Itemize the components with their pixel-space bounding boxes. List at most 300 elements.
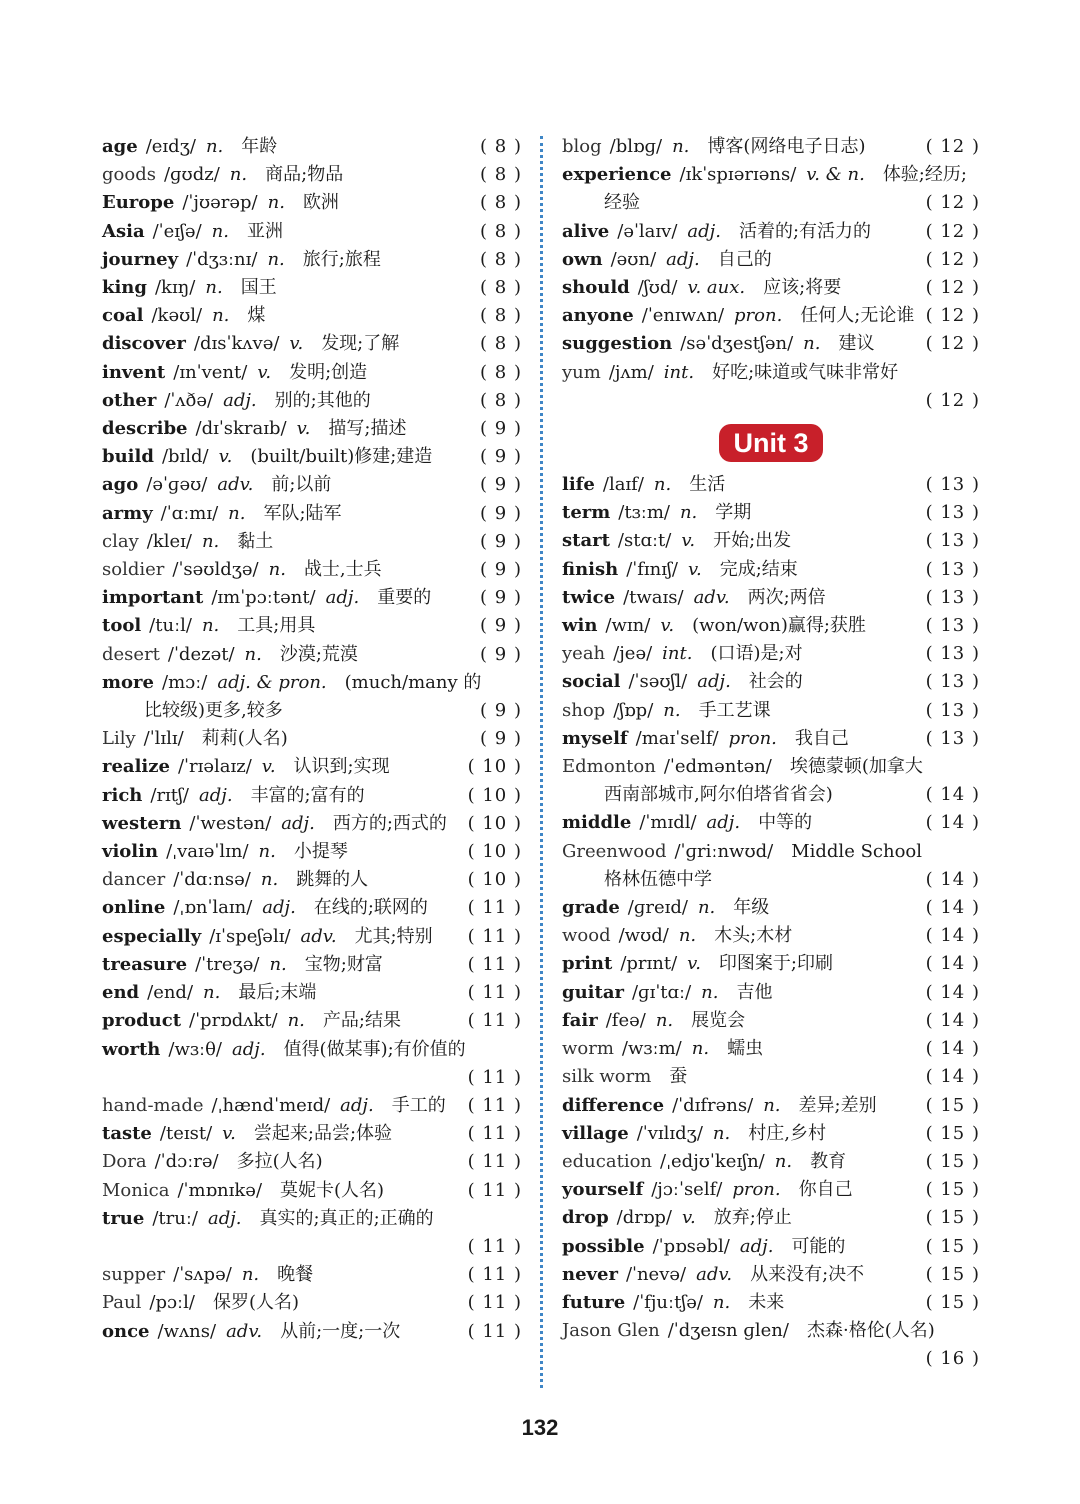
unit3-entries [562, 471, 980, 1374]
vocab-phonetic: /ˈdɪfrəns/ [672, 1094, 754, 1116]
vocab-part-of-speech: adj. [262, 897, 296, 919]
vocab-meaning: 吉他 [736, 981, 773, 1003]
vocab-entry [562, 246, 980, 274]
vocab-phonetic: /dɪˈskraɪb/ [195, 418, 287, 440]
vocab-meaning: 蚕 [669, 1066, 688, 1088]
vocab-phonetic: /ɪkˈspɪərɪəns/ [679, 164, 797, 186]
vocab-part-of-speech: adv. [693, 586, 730, 608]
vocab-word: life [562, 474, 595, 496]
vocab-phonetic: /bɪld/ [161, 446, 209, 468]
vocab-entry [102, 866, 522, 894]
vocab-phonetic: /ˈnevə/ [625, 1263, 687, 1285]
vocab-part-of-speech: pron. [732, 1179, 781, 1201]
vocab-part-of-speech: adj. [325, 587, 360, 609]
vocab-meaning: 好吃;味道或气味非常好 [712, 361, 899, 383]
vocab-page-ref: ( 8 ) [480, 333, 522, 355]
vocab-entry [562, 1007, 980, 1035]
vocab-entry [562, 753, 980, 809]
vocab-word: finish [562, 558, 619, 580]
vocab-meaning: 晚餐 [277, 1264, 314, 1286]
vocab-entry [102, 584, 522, 612]
vocab-page-ref: ( 9 ) [480, 559, 522, 581]
vocab-word: true [102, 1207, 145, 1229]
vocab-phonetic: /jɔːˈself/ [651, 1179, 723, 1201]
vocab-page-ref: ( 14 ) [925, 897, 980, 919]
vocab-word: Jason Glen [562, 1320, 660, 1342]
vocab-page-ref: ( 14 ) [925, 1066, 980, 1088]
vocab-phonetic: /ɡɪˈtɑː/ [631, 981, 692, 1003]
vocab-entry [102, 979, 522, 1007]
vocab-meaning: 黏土 [237, 530, 274, 552]
vocab-phonetic: /ˈedməntən/ [663, 756, 772, 778]
vocab-page-ref: ( 9 ) [480, 446, 522, 468]
vocab-meaning: 在线的;联网的 [313, 897, 428, 919]
vocab-part-of-speech: v. [261, 756, 276, 778]
vocab-page-ref: ( 13 ) [925, 699, 980, 721]
vocab-entry [102, 641, 522, 669]
vocab-part-of-speech: n. [260, 869, 279, 891]
vocab-phonetic: /ˈʌðə/ [164, 389, 214, 411]
vocab-page-ref: ( 11 ) [467, 1264, 522, 1286]
vocab-part-of-speech: v. [687, 558, 702, 580]
vocab-meaning: 年龄 [241, 136, 278, 157]
vocab-phonetic: /end/ [147, 982, 194, 1004]
vocab-meaning: 开始;出发 [713, 530, 792, 552]
vocab-page-ref: ( 9 ) [480, 728, 522, 750]
vocab-phonetic: /ˈmɒnɪkə/ [177, 1179, 263, 1201]
vocab-entry [102, 302, 522, 330]
vocab-entry [562, 1289, 980, 1317]
vocab-word: important [102, 587, 204, 609]
vocab-page-ref: ( 11 ) [467, 925, 522, 947]
vocab-page-ref: ( 12 ) [925, 192, 980, 214]
vocab-word: more [102, 671, 154, 693]
vocab-entry [562, 612, 980, 640]
vocab-entry [102, 528, 522, 556]
vocab-meaning: 工具;用具 [237, 615, 316, 637]
vocab-part-of-speech: n. [201, 530, 220, 552]
vocab-word: yeah [562, 643, 606, 665]
vocab-word: win [562, 615, 598, 637]
vocab-page-ref: ( 8 ) [480, 277, 522, 299]
vocab-entry [562, 1204, 980, 1232]
vocab-meaning: 亚洲 [246, 220, 283, 242]
vocab-meaning: 应该;将要 [763, 277, 842, 299]
vocab-part-of-speech: n. [203, 982, 221, 1004]
vocab-word: Asia [102, 220, 145, 242]
vocab-entry [102, 133, 522, 161]
vocab-phonetic: /jʌm/ [608, 361, 654, 383]
vocab-phonetic: /ˌɒnˈlaɪn/ [173, 897, 253, 919]
vocab-meaning: 商品;物品 [265, 164, 344, 186]
vocab-meaning: 莉莉(人名) [201, 728, 288, 750]
vocab-word: Europe [102, 192, 175, 214]
vocab-entry [102, 556, 522, 584]
vocab-meaning: 描写;描述 [328, 418, 407, 440]
vocab-part-of-speech: adv. [226, 1320, 263, 1342]
vocab-word: grade [562, 897, 620, 919]
vocab-phonetic: /ˈfɪnɪʃ/ [626, 558, 678, 580]
vocab-word: invent [102, 361, 166, 383]
vocab-phonetic: /ˈjʊərəp/ [182, 192, 258, 214]
vocab-part-of-speech: n. [663, 699, 681, 721]
vocab-phonetic: /blɒɡ/ [609, 136, 663, 157]
vocab-entry [102, 330, 522, 358]
vocab-phonetic: /mɔː/ [162, 671, 208, 693]
vocab-word: hand-made [102, 1094, 204, 1116]
vocab-meaning: 木头;木材 [714, 925, 793, 947]
vocab-page-ref: ( 12 ) [925, 220, 980, 242]
vocab-word: clay [102, 530, 139, 552]
vocab-entry [102, 387, 522, 415]
vocab-word: especially [102, 925, 202, 947]
vocab-entry [562, 894, 980, 922]
vocab-phonetic: /ɪˈspeʃəlɪ/ [209, 925, 291, 947]
vocab-page-ref: ( 13 ) [925, 474, 980, 496]
vocab-phonetic: /wɜːθ/ [168, 1038, 222, 1060]
vocab-part-of-speech: n. [241, 1264, 260, 1286]
vocab-entry [562, 1317, 980, 1373]
vocab-part-of-speech: adj. [281, 812, 315, 834]
vocab-entry [562, 330, 980, 358]
vocab-part-of-speech: int. [663, 361, 695, 383]
vocab-meaning-continued: 比较级)更多,较多 [144, 700, 283, 722]
vocab-entry [562, 218, 980, 246]
vocab-entry [562, 161, 980, 217]
vocab-part-of-speech: adj. [340, 1094, 374, 1116]
vocab-part-of-speech: n. [269, 953, 287, 975]
vocab-meaning: 学期 [715, 502, 752, 524]
vocab-entry [562, 979, 980, 1007]
vocab-meaning: 从来没有;决不 [750, 1263, 865, 1285]
vocab-meaning: 未来 [748, 1291, 785, 1313]
vocab-phonetic: /əˈɡəʊ/ [146, 474, 208, 496]
vocab-part-of-speech: adj. [697, 671, 731, 693]
vocab-word: yum [562, 361, 601, 383]
vocab-phonetic: /ˈɡriːnwʊd/ [674, 840, 774, 862]
vocab-phonetic: /eɪdʒ/ [145, 136, 196, 157]
vocab-meaning: 丰富的;富有的 [250, 784, 365, 806]
vocab-entry [102, 218, 522, 246]
vocab-phonetic: /truː/ [152, 1207, 198, 1229]
vocab-page-ref: ( 8 ) [480, 220, 522, 242]
vocab-meaning: 印图案于;印刷 [718, 953, 833, 975]
vocab-page-ref: ( 12 ) [925, 277, 980, 299]
vocab-meaning: 埃德蒙顿(加拿大 [789, 756, 923, 778]
vocab-entry [102, 1120, 522, 1148]
vocab-page-ref: ( 11 ) [467, 1010, 522, 1032]
vocab-word: Paul [102, 1292, 142, 1314]
vocab-meaning: 展览会 [691, 1009, 746, 1031]
vocab-word: shop [562, 699, 606, 721]
vocab-meaning: 任何人;无论谁 [800, 305, 915, 327]
vocab-page-ref: ( 13 ) [925, 586, 980, 608]
vocab-page-ref: ( 9 ) [480, 643, 522, 665]
vocab-entry [102, 161, 522, 189]
vocab-phonetic: /teɪst/ [159, 1123, 213, 1145]
vocab-page-ref: ( 11 ) [467, 1151, 522, 1173]
vocab-part-of-speech: n. [655, 1009, 674, 1031]
vocab-page-ref: ( 16 ) [925, 1348, 980, 1370]
vocab-phonetic: /ˈsəʊʃl/ [628, 671, 688, 693]
vocab-entry [562, 1092, 980, 1120]
vocab-part-of-speech: n. [697, 897, 716, 919]
vocab-meaning: 旅行;旅程 [302, 248, 381, 270]
vocab-page-ref: ( 15 ) [925, 1179, 980, 1201]
vocab-phonetic: /ˈeɪʃə/ [152, 220, 202, 242]
vocab-meaning: (口语)是;对 [710, 643, 803, 665]
vocab-word: print [562, 953, 613, 975]
vocab-entry [562, 359, 980, 415]
vocab-entry [102, 1036, 522, 1092]
vocab-page-ref: ( 14 ) [925, 1009, 980, 1031]
vocab-page-ref: ( 9 ) [480, 700, 522, 722]
vocab-phonetic: /rɪtʃ/ [150, 784, 189, 806]
vocab-entry [102, 471, 522, 499]
vocab-part-of-speech: v. [257, 361, 272, 383]
vocab-word: realize [102, 756, 170, 778]
vocab-phonetic: /kleɪ/ [146, 530, 192, 552]
vocab-entry [102, 246, 522, 274]
vocab-entry [102, 1318, 522, 1346]
vocab-page-ref: ( 10 ) [467, 812, 522, 834]
vocab-entry [562, 584, 980, 612]
vocab-meaning: 中等的 [758, 812, 813, 834]
vocab-entry [562, 1063, 980, 1091]
vocab-page-ref: ( 14 ) [925, 925, 980, 947]
vocab-meaning: 完成;结束 [719, 558, 798, 580]
vocab-entry [102, 838, 522, 866]
vocab-word: other [102, 389, 157, 411]
vocab-phonetic: /ˈdɑːnsə/ [173, 869, 251, 891]
vocab-part-of-speech: v. & n. [806, 164, 865, 186]
vocab-meaning: 自己的 [717, 248, 772, 270]
vocab-word: product [102, 1010, 182, 1032]
vocab-word: drop [562, 1207, 609, 1229]
vocab-meaning: 杰森·格伦(人名) [806, 1320, 935, 1342]
vocab-phonetic: /ˈrɪəlaɪz/ [177, 756, 252, 778]
vocab-part-of-speech: adj. [199, 784, 233, 806]
vocab-part-of-speech: v. [681, 1207, 696, 1229]
vocab-phonetic: /dɪsˈkʌvə/ [193, 333, 280, 355]
vocab-word: Monica [102, 1179, 170, 1201]
vocab-meaning-continued: 经验 [604, 192, 640, 214]
vocab-page-ref: ( 9 ) [480, 502, 522, 524]
vocab-part-of-speech: n. [803, 333, 821, 355]
unit-badge: Unit 3 [719, 424, 822, 462]
vocab-page-ref: ( 8 ) [480, 164, 522, 186]
vocab-meaning: 年级 [733, 897, 770, 919]
vocab-word: suggestion [562, 333, 673, 355]
vocab-phonetic: /ʃʊd/ [637, 277, 678, 299]
vocab-entry [562, 274, 980, 302]
vocab-part-of-speech: n. [205, 277, 223, 299]
vocab-part-of-speech: adj. & pron. [217, 671, 327, 693]
vocab-part-of-speech: n. [267, 192, 285, 214]
vocab-meaning: 体验;经历; [882, 164, 967, 186]
vocab-meaning: 手工艺课 [698, 699, 771, 721]
vocab-part-of-speech: v. [296, 418, 311, 440]
vocab-word: village [562, 1122, 629, 1144]
vocab-phonetic: /ʃɒp/ [613, 699, 654, 721]
vocab-page-ref: ( 13 ) [925, 502, 980, 524]
unit-heading [562, 415, 980, 471]
vocab-part-of-speech: v. [218, 446, 233, 468]
vocab-part-of-speech: adj. [666, 248, 700, 270]
vocab-part-of-speech: n. [678, 925, 697, 947]
vocab-entry [562, 838, 980, 894]
vocab-part-of-speech: n. [763, 1094, 781, 1116]
vocab-part-of-speech: n. [691, 1038, 710, 1060]
vocab-entry [102, 500, 522, 528]
vocab-meaning: 手工的 [391, 1094, 446, 1116]
vocab-meaning-continued: 西南部城市,阿尔伯塔省省会) [604, 784, 833, 806]
vocab-entry [562, 1261, 980, 1289]
vocab-part-of-speech: adj. [232, 1038, 266, 1060]
vocab-entry [102, 1205, 522, 1261]
vocab-entry [562, 668, 980, 696]
vocab-page-ref: ( 15 ) [925, 1150, 980, 1172]
vocab-word: king [102, 277, 147, 299]
vocab-word: age [102, 136, 138, 157]
unit2-entries [562, 133, 980, 415]
vocab-phonetic: /əˈlaɪv/ [617, 220, 678, 242]
vocab-part-of-speech: n. [205, 136, 224, 157]
vocab-entry [562, 133, 980, 161]
vocab-word: blog [562, 136, 602, 157]
vocab-word: twice [562, 586, 616, 608]
vocab-word: should [562, 277, 630, 299]
vocab-part-of-speech: v. [289, 333, 304, 355]
vocab-phonetic: /pɔːl/ [149, 1292, 195, 1314]
vocab-entry [562, 527, 980, 555]
vocab-part-of-speech: v. [687, 953, 701, 975]
vocab-phonetic: /ˈdezət/ [167, 643, 235, 665]
vocab-word: treasure [102, 953, 188, 975]
vocab-meaning: 放弃;停止 [713, 1207, 792, 1229]
vocab-part-of-speech: adv. [300, 925, 337, 947]
vocab-phonetic: /səˈdʒestʃən/ [680, 333, 794, 355]
vocab-phonetic: /wʊd/ [618, 925, 669, 947]
vocab-part-of-speech: adj. [207, 1207, 242, 1229]
vocab-part-of-speech: n. [212, 305, 230, 327]
vocab-word: taste [102, 1123, 152, 1145]
vocab-page-ref: ( 13 ) [925, 615, 980, 637]
vocab-page-ref: ( 12 ) [925, 305, 980, 327]
vocab-phonetic: /ˈɑːmɪ/ [160, 502, 219, 524]
vocab-phonetic: /jeə/ [613, 643, 653, 665]
vocab-entry [102, 725, 522, 753]
vocab-entry [102, 1261, 522, 1289]
vocab-page-ref: ( 11 ) [467, 1235, 522, 1257]
vocab-word: own [562, 248, 603, 270]
vocab-entry [562, 950, 980, 978]
vocab-part-of-speech: v. [681, 530, 696, 552]
vocab-word: supper [102, 1264, 166, 1286]
vocab-page-ref: ( 11 ) [467, 1320, 522, 1342]
vocab-entry [102, 669, 522, 725]
vocab-word: anyone [562, 305, 634, 327]
vocab-word: worm [562, 1038, 614, 1060]
vocab-entry [102, 894, 522, 922]
vocab-part-of-speech: n. [229, 164, 248, 186]
vocab-page-ref: ( 9 ) [480, 418, 522, 440]
vocab-meaning: 活着的;有活力的 [738, 220, 872, 242]
vocab-part-of-speech: v. [660, 615, 675, 637]
vocab-page-ref: ( 8 ) [480, 389, 522, 411]
vocab-page-ref: ( 12 ) [925, 333, 980, 355]
vocab-word: middle [562, 812, 632, 834]
vocab-meaning: 多拉(人名) [236, 1151, 323, 1173]
vocab-meaning: 可能的 [791, 1235, 846, 1257]
vocab-word: worth [102, 1038, 161, 1060]
vocab-phonetic: /ˈsəʊldʒə/ [172, 559, 259, 581]
right-column [562, 133, 980, 1374]
vocab-page-ref: ( 14 ) [925, 953, 980, 975]
vocab-word: western [102, 812, 182, 834]
vocab-phonetic: /kəʊl/ [151, 305, 203, 327]
vocab-word: alive [562, 220, 610, 242]
vocab-phonetic: /ɡʊdz/ [163, 164, 220, 186]
vocab-meaning: 建议 [838, 333, 875, 355]
vocab-phonetic: /ˈdʒɜːnɪ/ [186, 248, 258, 270]
vocab-page-ref: ( 10 ) [467, 756, 522, 778]
vocab-part-of-speech: n. [244, 643, 262, 665]
vocab-part-of-speech: adj. [223, 389, 257, 411]
vocab-entry [562, 1176, 980, 1204]
vocab-phonetic: /ˈwestən/ [189, 812, 272, 834]
vocab-meaning: 我自己 [794, 727, 849, 749]
vocab-phonetic: /ˈtreʒə/ [195, 953, 260, 975]
vocab-phonetic: /ˈdɔːrə/ [154, 1151, 219, 1173]
vocab-meaning: 煤 [247, 305, 266, 327]
vocab-part-of-speech: v. aux. [687, 277, 746, 299]
vocab-meaning: 欧洲 [302, 192, 339, 214]
vocab-meaning: Middle School [791, 840, 923, 862]
vocab-page-ref: ( 11 ) [467, 953, 522, 975]
vocab-page-ref: ( 10 ) [467, 869, 522, 891]
vocab-word: rich [102, 784, 143, 806]
vocab-page-ref: ( 11 ) [467, 1066, 522, 1088]
vocab-entry [102, 359, 522, 387]
vocab-entry [102, 753, 522, 781]
vocab-word: online [102, 897, 166, 919]
vocab-meaning: 差异;差别 [798, 1094, 877, 1116]
vocab-meaning: 村庄,乡村 [748, 1122, 826, 1144]
vocab-word: build [102, 446, 154, 468]
vocab-page-ref: ( 8 ) [480, 361, 522, 383]
vocab-part-of-speech: n. [679, 502, 698, 524]
vocab-word: journey [102, 248, 179, 270]
vocab-part-of-speech: adj. [687, 220, 721, 242]
vocab-page-ref: ( 14 ) [925, 981, 980, 1003]
vocab-meaning: 你自己 [798, 1179, 853, 1201]
vocab-page-ref: ( 14 ) [925, 784, 980, 806]
vocab-meaning: (much/many 的 [344, 671, 482, 693]
vocab-phonetic: /ˈfjuːtʃə/ [633, 1291, 703, 1313]
vocab-entry [562, 1233, 980, 1261]
vocab-entry [562, 556, 980, 584]
vocab-phonetic: /twaɪs/ [623, 586, 684, 608]
vocab-meaning: 博客(网络电子日志) [707, 136, 866, 157]
vocab-meaning: 沙漠;荒漠 [279, 643, 358, 665]
vocab-phonetic: /ˈdʒeɪsn ɡlen/ [667, 1320, 789, 1342]
vocab-page-ref: ( 8 ) [480, 305, 522, 327]
vocab-page-ref: ( 12 ) [925, 248, 980, 270]
vocab-word: Lily [102, 728, 136, 750]
vocab-meaning: 值得(做某事);有价值的 [283, 1038, 466, 1060]
vocab-word: education [562, 1150, 652, 1172]
